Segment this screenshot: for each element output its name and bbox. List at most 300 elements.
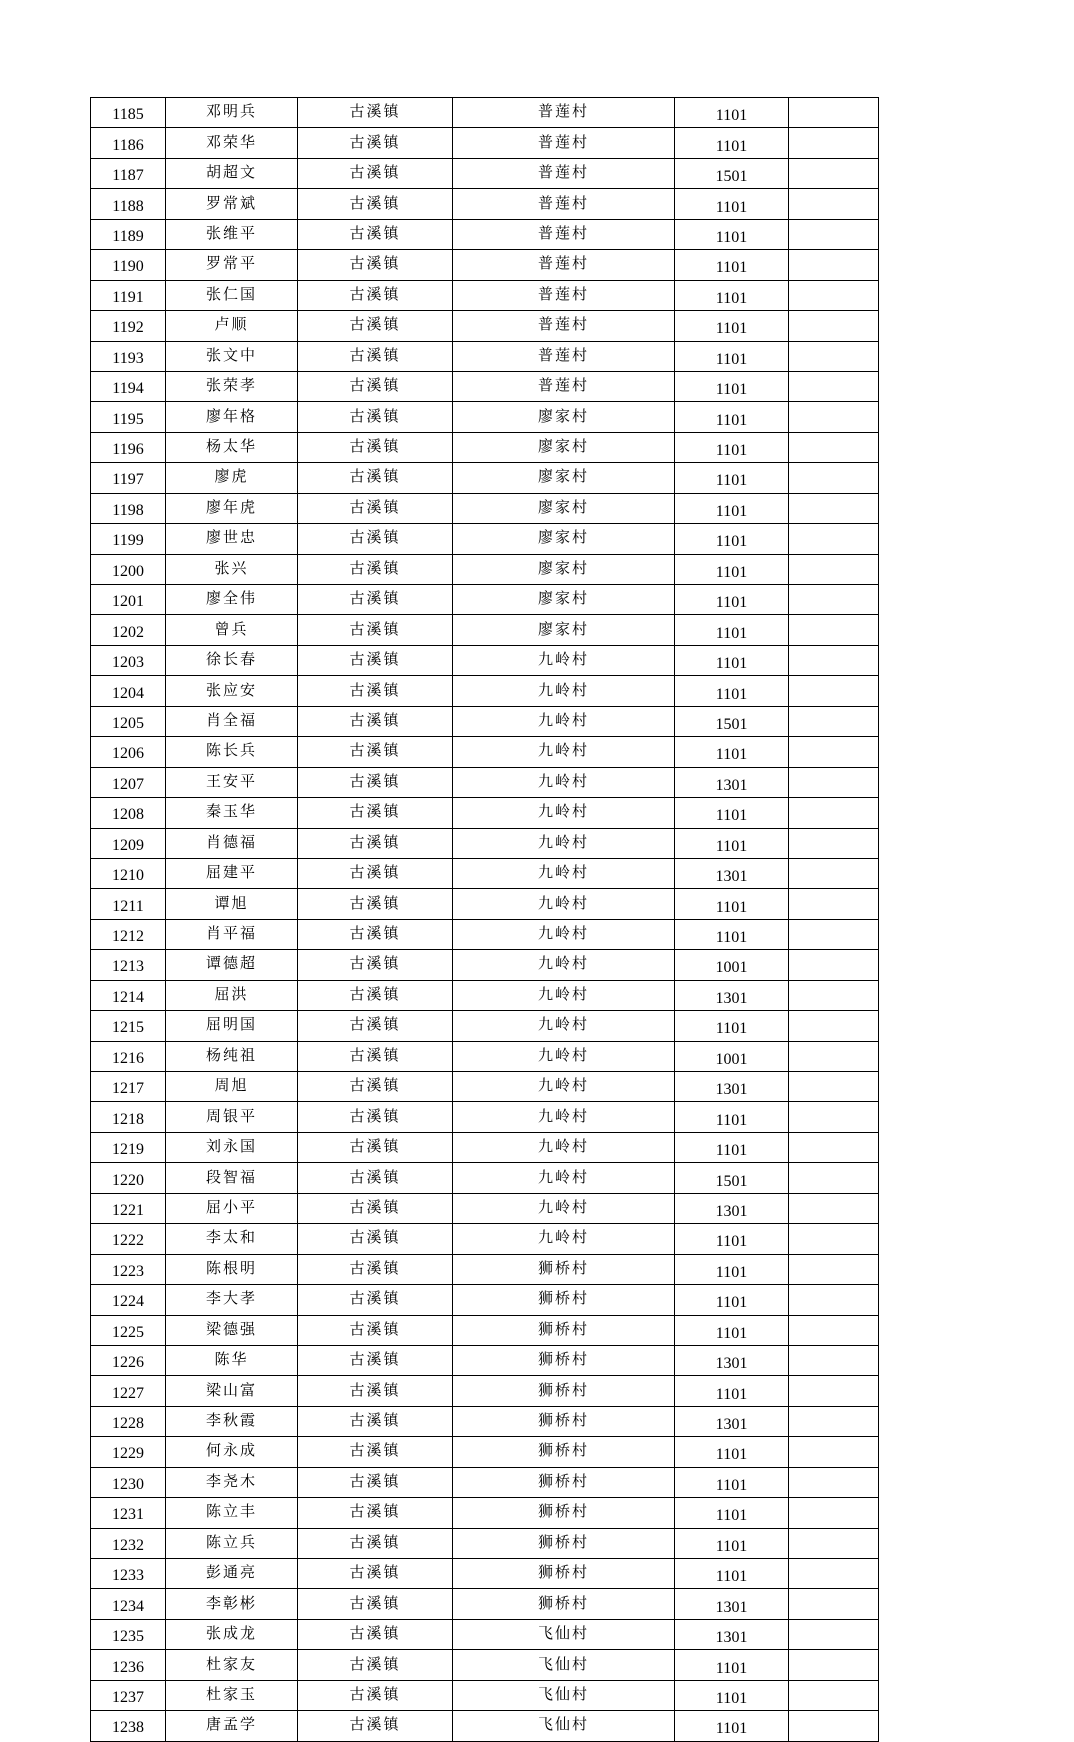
town-cell: 古溪镇 <box>298 1559 453 1589</box>
code-cell: 1101 <box>675 645 789 675</box>
town-cell: 古溪镇 <box>298 158 453 188</box>
code-cell: 1101 <box>675 554 789 584</box>
table-row <box>91 615 879 645</box>
name-cell: 唐孟学 <box>166 1711 298 1741</box>
table-row <box>91 919 879 949</box>
row-number-cell: 1226 <box>91 1345 166 1375</box>
code-cell: 1301 <box>675 1193 789 1223</box>
row-number-cell: 1208 <box>91 798 166 828</box>
row-number-cell: 1189 <box>91 219 166 249</box>
code-cell: 1101 <box>675 1376 789 1406</box>
row-number-cell: 1233 <box>91 1559 166 1589</box>
row-number-cell: 1223 <box>91 1254 166 1284</box>
row-number-cell: 1202 <box>91 615 166 645</box>
village-cell: 普莲村 <box>453 128 675 158</box>
village-cell: 狮桥村 <box>453 1437 675 1467</box>
row-number-cell: 1188 <box>91 189 166 219</box>
village-cell: 九岭村 <box>453 828 675 858</box>
table-row <box>91 1254 879 1284</box>
row-number-cell: 1185 <box>91 98 166 128</box>
code-cell: 1301 <box>675 1589 789 1619</box>
table-row <box>91 189 879 219</box>
code-cell: 1001 <box>675 1041 789 1071</box>
table-row <box>91 432 879 462</box>
table-row <box>91 463 879 493</box>
code-cell: 1101 <box>675 1315 789 1345</box>
name-cell: 彭通亮 <box>166 1559 298 1589</box>
name-cell: 屈洪 <box>166 980 298 1010</box>
table-row <box>91 402 879 432</box>
note-cell <box>789 1498 879 1528</box>
name-cell: 李大孝 <box>166 1285 298 1315</box>
name-cell: 罗常平 <box>166 250 298 280</box>
code-cell: 1101 <box>675 219 789 249</box>
table-row <box>91 250 879 280</box>
name-cell: 张应安 <box>166 676 298 706</box>
table-row <box>91 1102 879 1132</box>
code-cell: 1501 <box>675 1163 789 1193</box>
row-number-cell: 1221 <box>91 1193 166 1223</box>
note-cell <box>789 1559 879 1589</box>
note-cell <box>789 1102 879 1132</box>
row-number-cell: 1237 <box>91 1680 166 1710</box>
village-cell: 九岭村 <box>453 798 675 828</box>
town-cell: 古溪镇 <box>298 1072 453 1102</box>
name-cell: 肖全福 <box>166 706 298 736</box>
code-cell: 1501 <box>675 706 789 736</box>
note-cell <box>789 250 879 280</box>
town-cell: 古溪镇 <box>298 1224 453 1254</box>
name-cell: 屈明国 <box>166 1011 298 1041</box>
town-cell: 古溪镇 <box>298 280 453 310</box>
name-cell: 陈长兵 <box>166 737 298 767</box>
town-cell: 古溪镇 <box>298 706 453 736</box>
village-cell: 普莲村 <box>453 311 675 341</box>
row-number-cell: 1190 <box>91 250 166 280</box>
row-number-cell: 1216 <box>91 1041 166 1071</box>
village-cell: 九岭村 <box>453 980 675 1010</box>
code-cell: 1301 <box>675 980 789 1010</box>
village-cell: 九岭村 <box>453 1072 675 1102</box>
village-cell: 狮桥村 <box>453 1345 675 1375</box>
village-cell: 狮桥村 <box>453 1254 675 1284</box>
town-cell: 古溪镇 <box>298 828 453 858</box>
town-cell: 古溪镇 <box>298 889 453 919</box>
note-cell <box>789 1680 879 1710</box>
name-cell: 罗常斌 <box>166 189 298 219</box>
town-cell: 古溪镇 <box>298 1528 453 1558</box>
note-cell <box>789 919 879 949</box>
town-cell: 古溪镇 <box>298 1498 453 1528</box>
note-cell <box>789 1132 879 1162</box>
code-cell: 1101 <box>675 98 789 128</box>
note-cell <box>789 1285 879 1315</box>
name-cell: 杨太华 <box>166 432 298 462</box>
table-row <box>91 341 879 371</box>
town-cell: 古溪镇 <box>298 1345 453 1375</box>
code-cell: 1101 <box>675 432 789 462</box>
town-cell: 古溪镇 <box>298 950 453 980</box>
table-row <box>91 1224 879 1254</box>
code-cell: 1101 <box>675 463 789 493</box>
village-cell: 九岭村 <box>453 1011 675 1041</box>
name-cell: 张仁国 <box>166 280 298 310</box>
name-cell: 陈根明 <box>166 1254 298 1284</box>
town-cell: 古溪镇 <box>298 98 453 128</box>
table-row <box>91 493 879 523</box>
note-cell <box>789 1345 879 1375</box>
code-cell: 1101 <box>675 371 789 401</box>
code-cell: 1101 <box>675 1559 789 1589</box>
note-cell <box>789 1406 879 1436</box>
town-cell: 古溪镇 <box>298 1589 453 1619</box>
code-cell: 1101 <box>675 341 789 371</box>
table-row <box>91 524 879 554</box>
note-cell <box>789 1041 879 1071</box>
code-cell: 1101 <box>675 1498 789 1528</box>
village-cell: 飞仙村 <box>453 1680 675 1710</box>
code-cell: 1101 <box>675 1132 789 1162</box>
note-cell <box>789 706 879 736</box>
name-cell: 谭旭 <box>166 889 298 919</box>
code-cell: 1101 <box>675 1437 789 1467</box>
note-cell <box>789 1224 879 1254</box>
name-cell: 周银平 <box>166 1102 298 1132</box>
roster-table <box>90 97 879 1742</box>
code-cell: 1301 <box>675 1072 789 1102</box>
note-cell <box>789 1376 879 1406</box>
table-row <box>91 1163 879 1193</box>
town-cell: 古溪镇 <box>298 463 453 493</box>
town-cell: 古溪镇 <box>298 1406 453 1436</box>
village-cell: 狮桥村 <box>453 1589 675 1619</box>
row-number-cell: 1205 <box>91 706 166 736</box>
village-cell: 狮桥村 <box>453 1528 675 1558</box>
row-number-cell: 1187 <box>91 158 166 188</box>
note-cell <box>789 1163 879 1193</box>
row-number-cell: 1227 <box>91 1376 166 1406</box>
name-cell: 张兴 <box>166 554 298 584</box>
row-number-cell: 1235 <box>91 1619 166 1649</box>
village-cell: 九岭村 <box>453 950 675 980</box>
table-row <box>91 1437 879 1467</box>
name-cell: 廖年格 <box>166 402 298 432</box>
row-number-cell: 1195 <box>91 402 166 432</box>
town-cell: 古溪镇 <box>298 1041 453 1071</box>
note-cell <box>789 1711 879 1741</box>
row-number-cell: 1213 <box>91 950 166 980</box>
note-cell <box>789 1467 879 1497</box>
village-cell: 飞仙村 <box>453 1619 675 1649</box>
code-cell: 1101 <box>675 1102 789 1132</box>
town-cell: 古溪镇 <box>298 1102 453 1132</box>
row-number-cell: 1220 <box>91 1163 166 1193</box>
code-cell: 1301 <box>675 858 789 888</box>
name-cell: 徐长春 <box>166 645 298 675</box>
code-cell: 1101 <box>675 128 789 158</box>
town-cell: 古溪镇 <box>298 1376 453 1406</box>
name-cell: 张文中 <box>166 341 298 371</box>
town-cell: 古溪镇 <box>298 767 453 797</box>
name-cell: 梁德强 <box>166 1315 298 1345</box>
town-cell: 古溪镇 <box>298 1650 453 1680</box>
code-cell: 1301 <box>675 1619 789 1649</box>
village-cell: 廖家村 <box>453 463 675 493</box>
note-cell <box>789 219 879 249</box>
town-cell: 古溪镇 <box>298 798 453 828</box>
town-cell: 古溪镇 <box>298 219 453 249</box>
village-cell: 普莲村 <box>453 158 675 188</box>
village-cell: 普莲村 <box>453 250 675 280</box>
town-cell: 古溪镇 <box>298 554 453 584</box>
table-row <box>91 311 879 341</box>
note-cell <box>789 1437 879 1467</box>
table-row <box>91 1285 879 1315</box>
code-cell: 1101 <box>675 1011 789 1041</box>
table-row <box>91 158 879 188</box>
row-number-cell: 1225 <box>91 1315 166 1345</box>
row-number-cell: 1194 <box>91 371 166 401</box>
village-cell: 九岭村 <box>453 1132 675 1162</box>
row-number-cell: 1206 <box>91 737 166 767</box>
name-cell: 张荣孝 <box>166 371 298 401</box>
name-cell: 杜家友 <box>166 1650 298 1680</box>
table-row <box>91 280 879 310</box>
table-row <box>91 858 879 888</box>
table-row <box>91 1467 879 1497</box>
name-cell: 卢顺 <box>166 311 298 341</box>
village-cell: 廖家村 <box>453 585 675 615</box>
table-row <box>91 1406 879 1436</box>
town-cell: 古溪镇 <box>298 402 453 432</box>
table-row <box>91 1132 879 1162</box>
village-cell: 九岭村 <box>453 1193 675 1223</box>
name-cell: 秦玉华 <box>166 798 298 828</box>
note-cell <box>789 189 879 219</box>
town-cell: 古溪镇 <box>298 189 453 219</box>
row-number-cell: 1197 <box>91 463 166 493</box>
name-cell: 李太和 <box>166 1224 298 1254</box>
table-row <box>91 950 879 980</box>
table-row <box>91 98 879 128</box>
code-cell: 1101 <box>675 1254 789 1284</box>
code-cell: 1101 <box>675 189 789 219</box>
village-cell: 九岭村 <box>453 706 675 736</box>
name-cell: 廖年虎 <box>166 493 298 523</box>
code-cell: 1101 <box>675 889 789 919</box>
code-cell: 1101 <box>675 919 789 949</box>
code-cell: 1101 <box>675 1711 789 1741</box>
note-cell <box>789 1619 879 1649</box>
town-cell: 古溪镇 <box>298 1193 453 1223</box>
table-row <box>91 1589 879 1619</box>
note-cell <box>789 402 879 432</box>
name-cell: 张成龙 <box>166 1619 298 1649</box>
row-number-cell: 1224 <box>91 1285 166 1315</box>
name-cell: 王安平 <box>166 767 298 797</box>
town-cell: 古溪镇 <box>298 493 453 523</box>
name-cell: 李秋霞 <box>166 1406 298 1436</box>
note-cell <box>789 280 879 310</box>
name-cell: 肖德福 <box>166 828 298 858</box>
row-number-cell: 1228 <box>91 1406 166 1436</box>
town-cell: 古溪镇 <box>298 371 453 401</box>
table-row <box>91 1072 879 1102</box>
code-cell: 1101 <box>675 1224 789 1254</box>
village-cell: 普莲村 <box>453 98 675 128</box>
note-cell <box>789 798 879 828</box>
row-number-cell: 1198 <box>91 493 166 523</box>
code-cell: 1101 <box>675 585 789 615</box>
village-cell: 普莲村 <box>453 219 675 249</box>
name-cell: 李尧木 <box>166 1467 298 1497</box>
village-cell: 九岭村 <box>453 767 675 797</box>
code-cell: 1101 <box>675 250 789 280</box>
code-cell: 1101 <box>675 798 789 828</box>
village-cell: 普莲村 <box>453 341 675 371</box>
row-number-cell: 1211 <box>91 889 166 919</box>
town-cell: 古溪镇 <box>298 645 453 675</box>
village-cell: 九岭村 <box>453 919 675 949</box>
code-cell: 1101 <box>675 524 789 554</box>
row-number-cell: 1207 <box>91 767 166 797</box>
town-cell: 古溪镇 <box>298 676 453 706</box>
table-row <box>91 371 879 401</box>
name-cell: 廖世忠 <box>166 524 298 554</box>
table-row <box>91 1619 879 1649</box>
note-cell <box>789 371 879 401</box>
code-cell: 1501 <box>675 158 789 188</box>
row-number-cell: 1200 <box>91 554 166 584</box>
code-cell: 1101 <box>675 280 789 310</box>
name-cell: 邓明兵 <box>166 98 298 128</box>
table-row <box>91 798 879 828</box>
code-cell: 1101 <box>675 493 789 523</box>
row-number-cell: 1236 <box>91 1650 166 1680</box>
code-cell: 1101 <box>675 402 789 432</box>
note-cell <box>789 1528 879 1558</box>
code-cell: 1101 <box>675 1467 789 1497</box>
note-cell <box>789 98 879 128</box>
name-cell: 屈小平 <box>166 1193 298 1223</box>
table-row <box>91 554 879 584</box>
town-cell: 古溪镇 <box>298 858 453 888</box>
note-cell <box>789 311 879 341</box>
row-number-cell: 1215 <box>91 1011 166 1041</box>
row-number-cell: 1196 <box>91 432 166 462</box>
table-row <box>91 889 879 919</box>
table-row <box>91 828 879 858</box>
name-cell: 段智福 <box>166 1163 298 1193</box>
name-cell: 肖平福 <box>166 919 298 949</box>
name-cell: 陈立兵 <box>166 1528 298 1558</box>
village-cell: 廖家村 <box>453 615 675 645</box>
note-cell <box>789 1589 879 1619</box>
table-row <box>91 585 879 615</box>
note-cell <box>789 767 879 797</box>
table-row <box>91 706 879 736</box>
village-cell: 廖家村 <box>453 554 675 584</box>
name-cell: 邓荣华 <box>166 128 298 158</box>
table-row <box>91 1528 879 1558</box>
row-number-cell: 1212 <box>91 919 166 949</box>
row-number-cell: 1186 <box>91 128 166 158</box>
village-cell: 狮桥村 <box>453 1467 675 1497</box>
table-row <box>91 1559 879 1589</box>
village-cell: 廖家村 <box>453 493 675 523</box>
row-number-cell: 1192 <box>91 311 166 341</box>
name-cell: 陈华 <box>166 1345 298 1375</box>
town-cell: 古溪镇 <box>298 615 453 645</box>
note-cell <box>789 645 879 675</box>
row-number-cell: 1238 <box>91 1711 166 1741</box>
note-cell <box>789 158 879 188</box>
village-cell: 狮桥村 <box>453 1285 675 1315</box>
note-cell <box>789 889 879 919</box>
village-cell: 九岭村 <box>453 858 675 888</box>
name-cell: 廖全伟 <box>166 585 298 615</box>
code-cell: 1101 <box>675 1528 789 1558</box>
town-cell: 古溪镇 <box>298 980 453 1010</box>
name-cell: 胡超文 <box>166 158 298 188</box>
note-cell <box>789 828 879 858</box>
village-cell: 普莲村 <box>453 280 675 310</box>
name-cell: 李彰彬 <box>166 1589 298 1619</box>
code-cell: 1301 <box>675 767 789 797</box>
note-cell <box>789 1254 879 1284</box>
row-number-cell: 1193 <box>91 341 166 371</box>
note-cell <box>789 980 879 1010</box>
row-number-cell: 1229 <box>91 1437 166 1467</box>
village-cell: 狮桥村 <box>453 1406 675 1436</box>
village-cell: 廖家村 <box>453 402 675 432</box>
row-number-cell: 1222 <box>91 1224 166 1254</box>
note-cell <box>789 554 879 584</box>
table-row <box>91 1041 879 1071</box>
row-number-cell: 1234 <box>91 1589 166 1619</box>
code-cell: 1301 <box>675 1345 789 1375</box>
table-row <box>91 767 879 797</box>
name-cell: 廖虎 <box>166 463 298 493</box>
village-cell: 廖家村 <box>453 524 675 554</box>
village-cell: 九岭村 <box>453 889 675 919</box>
town-cell: 古溪镇 <box>298 432 453 462</box>
village-cell: 九岭村 <box>453 737 675 767</box>
name-cell: 杨纯祖 <box>166 1041 298 1071</box>
town-cell: 古溪镇 <box>298 1011 453 1041</box>
row-number-cell: 1218 <box>91 1102 166 1132</box>
note-cell <box>789 615 879 645</box>
row-number-cell: 1219 <box>91 1132 166 1162</box>
table-row <box>91 737 879 767</box>
town-cell: 古溪镇 <box>298 1711 453 1741</box>
code-cell: 1001 <box>675 950 789 980</box>
table-row <box>91 1711 879 1741</box>
note-cell <box>789 950 879 980</box>
town-cell: 古溪镇 <box>298 737 453 767</box>
town-cell: 古溪镇 <box>298 1315 453 1345</box>
note-cell <box>789 1072 879 1102</box>
town-cell: 古溪镇 <box>298 128 453 158</box>
name-cell: 屈建平 <box>166 858 298 888</box>
note-cell <box>789 737 879 767</box>
town-cell: 古溪镇 <box>298 919 453 949</box>
table-row <box>91 128 879 158</box>
code-cell: 1101 <box>675 1650 789 1680</box>
code-cell: 1101 <box>675 311 789 341</box>
row-number-cell: 1191 <box>91 280 166 310</box>
town-cell: 古溪镇 <box>298 250 453 280</box>
